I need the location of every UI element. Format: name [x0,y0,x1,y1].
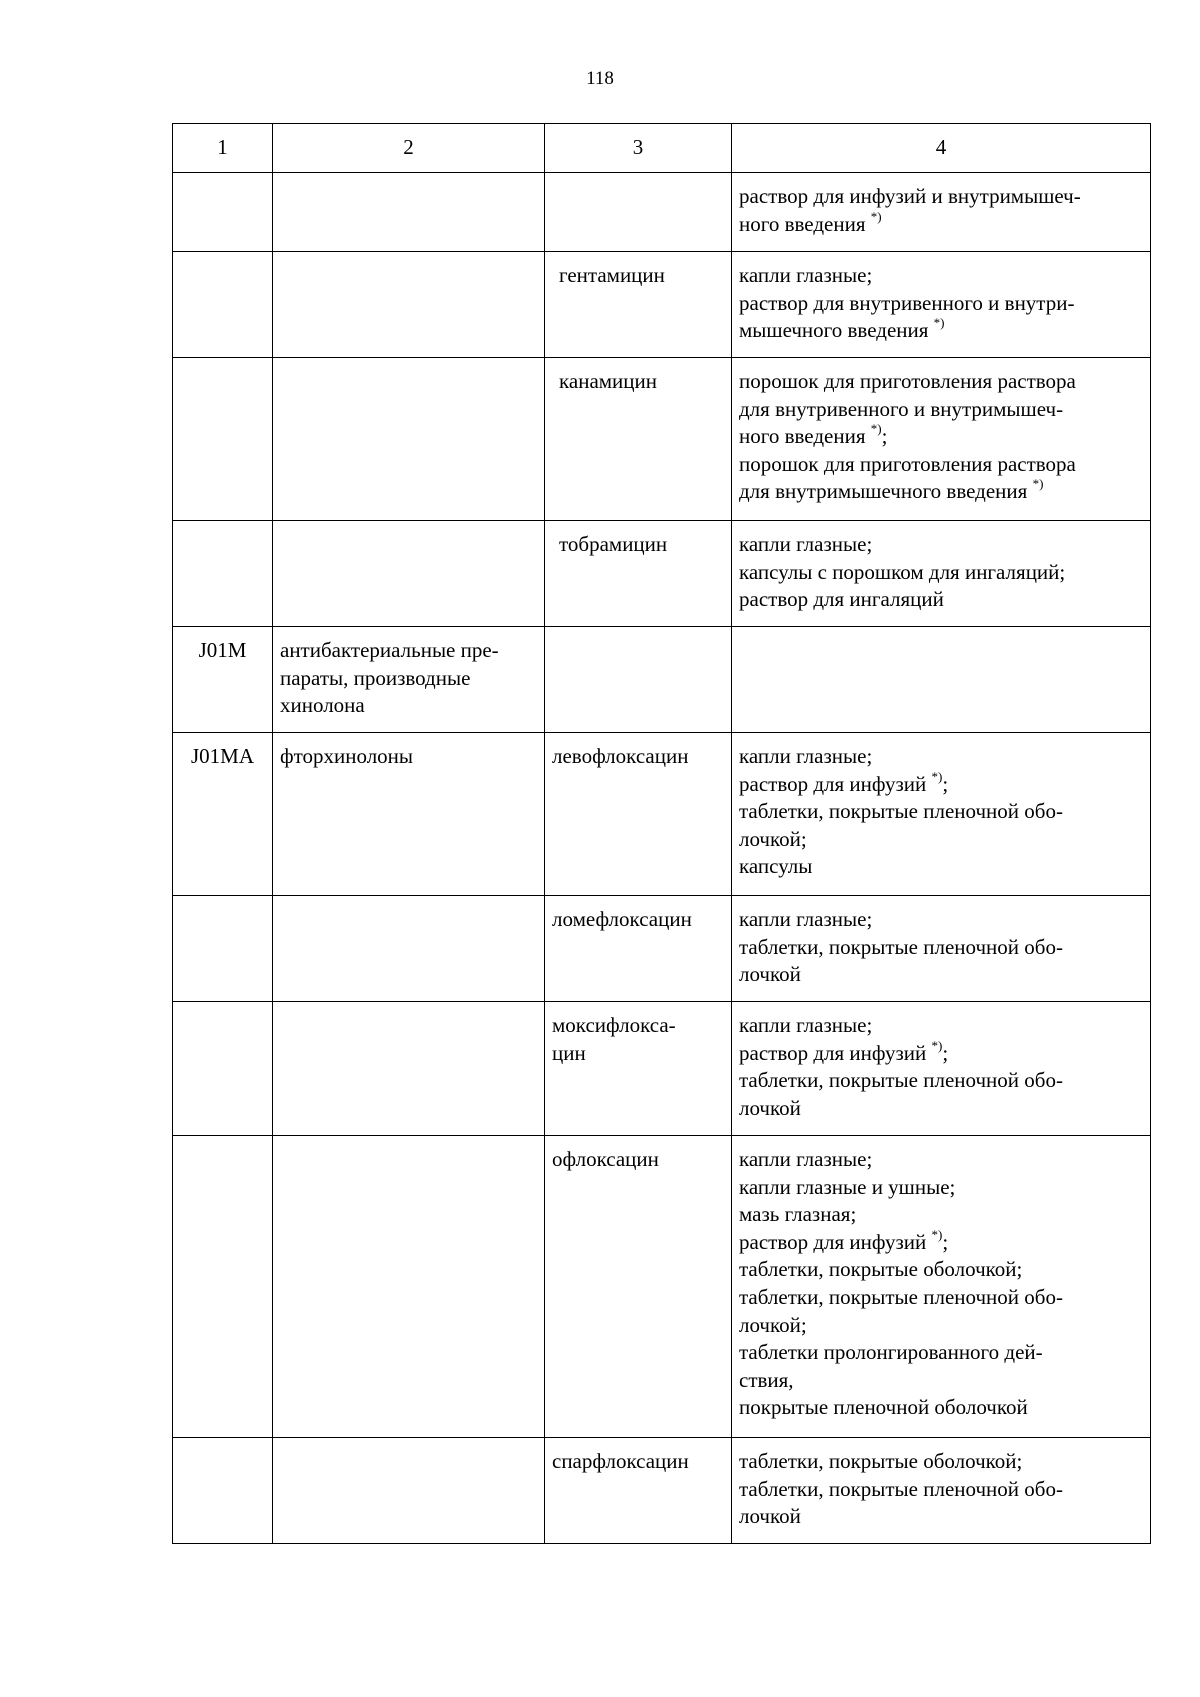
group-name-line: параты, производные [280,665,471,690]
dosage-form-text: капли глазные; [739,532,873,556]
drug-cell [545,1002,732,1136]
drug-cell [545,627,732,733]
drug-cell [545,521,732,627]
dosage-forms-cell [732,252,1151,358]
dosage-form-text: раствор для инфузий [739,771,932,796]
dosage-form-text: раствор для внутривенного и внутри- [739,290,1075,315]
dosage-form-text: покрытые пленочной оболочкой [739,1395,1028,1420]
dosage-form-line [739,1012,1144,1040]
dosage-form-line [739,262,1144,290]
dosage-form-line [739,531,1144,559]
dosage-form-line [739,368,1144,396]
table-row [173,252,1151,358]
dosage-forms-cell [732,173,1151,252]
dosage-forms-cell [732,1002,1151,1136]
group-cell [273,1002,545,1136]
dosage-form-punctuation: ; [942,1040,949,1065]
atc-code-cell [173,173,273,252]
drug-cell [545,1438,732,1544]
drug-name-line: цин [552,1040,586,1065]
dosage-form-text: порошок для приготовления раствора [739,369,1076,393]
dosage-form-text: ного введения [739,211,871,236]
dosage-forms-cell [732,733,1151,896]
atc-code-cell [173,252,273,358]
dosage-forms-cell [732,896,1151,1002]
dosage-form-line [739,559,1144,587]
drug-name-line: ломефлоксацин [552,907,692,931]
group-cell [273,252,545,358]
drug-cell [545,896,732,1002]
dosage-forms-cell [732,521,1151,627]
group-cell [273,1136,545,1438]
group-cell [273,521,545,627]
dosage-form-text: таблетки, покрытые пленочной обо- [739,1284,1063,1309]
header-cell-3: 3 [545,124,732,173]
dosage-form-text: капли глазные; [739,1013,873,1037]
dosage-form-line [739,961,1144,989]
dosage-form-line [739,1312,1144,1340]
footnote-mark: *) [870,421,882,437]
dosage-form-text: для внутримышечного введения [739,479,1033,504]
dosage-form-text: таблетки, покрытые пленочной обо- [739,934,1063,959]
dosage-form-line [739,798,1144,826]
dosage-form-punctuation: ; [881,424,888,449]
group-name-line: хинолона [280,693,365,718]
group-cell [273,358,545,521]
dosage-form-line [739,1339,1144,1367]
atc-code: J01M [198,638,247,662]
table-row [173,173,1151,252]
dosage-form-line [739,1146,1144,1174]
dosage-form-text: лочкой; [739,826,807,851]
dosage-form-text: капсулы с порошком для ингаляций; [739,559,1066,584]
dosage-form-line [739,396,1144,424]
drug-cell [545,252,732,358]
dosage-form-text: раствор для инфузий и внутримышеч- [739,184,1081,208]
dosage-form-line [739,934,1144,962]
group-cell [273,1438,545,1544]
dosage-form-line [739,1201,1144,1229]
dosage-form-line [739,768,1144,799]
atc-code: J01MA [190,744,254,768]
dosage-forms-cell [732,1136,1151,1438]
group-cell [273,627,545,733]
table-row [173,896,1151,1002]
footnote-mark: *) [870,208,882,224]
dosage-form-text: раствор для инфузий [739,1040,932,1065]
atc-code-cell [173,521,273,627]
dosage-form-line [739,1476,1144,1504]
atc-code-cell [173,1438,273,1544]
dosage-form-line [739,1503,1144,1531]
dosage-form-line [739,183,1144,211]
dosage-form-text: таблетки, покрытые пленочной обо- [739,1476,1063,1501]
dosage-form-line [739,586,1144,614]
dosage-form-text: ствия, [739,1367,794,1392]
drug-name-line: канамицин [559,369,658,393]
footnote-mark: *) [931,1037,943,1053]
drug-name-line: офлоксацин [552,1147,659,1171]
dosage-form-text: лочкой; [739,1312,807,1337]
footnote-mark: *) [931,1226,943,1242]
dosage-form-text: капли глазные; [739,744,873,768]
atc-code-cell [173,1002,273,1136]
dosage-form-text: таблетки пролонгированного дей- [739,1340,1043,1365]
dosage-form-line [739,478,1144,506]
dosage-form-text: таблетки, покрытые оболочкой; [739,1449,1023,1473]
dosage-form-line [739,208,1144,239]
drug-name-line: тобрамицин [559,532,668,556]
header-cell-4: 4 [732,124,1151,173]
table-body [173,124,1151,1544]
dosage-forms-cell [732,358,1151,521]
table-row [173,521,1151,627]
atc-code-cell [173,627,273,733]
dosage-form-text: капли глазные; [739,1147,873,1171]
footnote-mark: *) [933,315,945,331]
atc-code-cell [173,896,273,1002]
page-number: 118 [586,68,614,89]
dosage-form-line [739,1394,1144,1422]
dosage-form-line [739,1256,1144,1284]
dosage-form-punctuation: ; [942,1229,949,1254]
dosage-forms-cell [732,1438,1151,1544]
drug-name-line: гентамицин [559,263,665,287]
table-row [173,1136,1151,1438]
dosage-form-text: порошок для приготовления раствора [739,451,1076,476]
dosage-form-line [739,1226,1144,1257]
dosage-form-line [739,290,1144,318]
dosage-form-text: для внутривенного и внутримышеч- [739,396,1064,421]
dosage-form-text: капли глазные и ушные; [739,1174,956,1199]
drug-cell [545,1136,732,1438]
dosage-form-line [739,1174,1144,1202]
group-name-line: фторхинолоны [280,744,414,768]
dosage-form-line [739,1284,1144,1312]
header-row [173,124,1151,173]
dosage-form-text: мазь глазная; [739,1202,857,1227]
drug-table [172,123,1151,1544]
dosage-form-line [739,826,1144,854]
table-row [173,1002,1151,1136]
drug-cell [545,173,732,252]
dosage-form-text: лочкой [739,1504,801,1529]
dosage-form-text: мышечного введения [739,318,934,343]
drug-name-line: левофлоксацин [552,744,689,768]
atc-code-cell [173,1136,273,1438]
dosage-form-text: капли глазные; [739,263,873,287]
footnote-mark: *) [1032,476,1044,492]
dosage-form-text: таблетки, покрытые оболочкой; [739,1257,1023,1282]
atc-code-cell [173,358,273,521]
dosage-form-text: ного введения [739,424,871,449]
group-cell [273,733,545,896]
dosage-form-line [739,451,1144,479]
dosage-form-line [739,1095,1144,1123]
footnote-mark: *) [931,768,943,784]
dosage-form-text: лочкой [739,962,801,987]
dosage-form-line [739,743,1144,771]
table-row [173,733,1151,896]
dosage-form-text: капсулы [739,854,813,879]
table-row [173,358,1151,521]
dosage-form-text: таблетки, покрытые пленочной обо- [739,799,1063,824]
dosage-form-line [739,317,1144,345]
group-name-line: антибактериальные пре- [280,638,499,662]
dosage-form-line [739,423,1144,451]
drug-name-line: спарфлоксацин [552,1449,689,1473]
dosage-form-text: капли глазные; [739,907,873,931]
drug-cell [545,358,732,521]
drug-cell [545,733,732,896]
table-row [173,627,1151,733]
dosage-form-punctuation: ; [942,771,949,796]
dosage-form-line [739,1037,1144,1068]
atc-code-cell [173,733,273,896]
drug-name-line: моксифлокса- [552,1013,676,1037]
dosage-form-line [739,1448,1144,1476]
dosage-form-text: раствор для инфузий [739,1229,932,1254]
dosage-form-text: раствор для ингаляций [739,587,944,612]
dosage-form-line [739,853,1144,881]
header-cell-1: 1 [173,124,273,173]
dosage-form-line [739,906,1144,934]
group-cell [273,173,545,252]
dosage-forms-cell [732,627,1151,733]
dosage-form-line [739,1067,1144,1095]
dosage-form-text: лочкой [739,1095,801,1120]
dosage-form-text: таблетки, покрытые пленочной обо- [739,1068,1063,1093]
dosage-form-line [739,1367,1144,1395]
header-cell-2: 2 [273,124,545,173]
table-row [173,1438,1151,1544]
group-cell [273,896,545,1002]
